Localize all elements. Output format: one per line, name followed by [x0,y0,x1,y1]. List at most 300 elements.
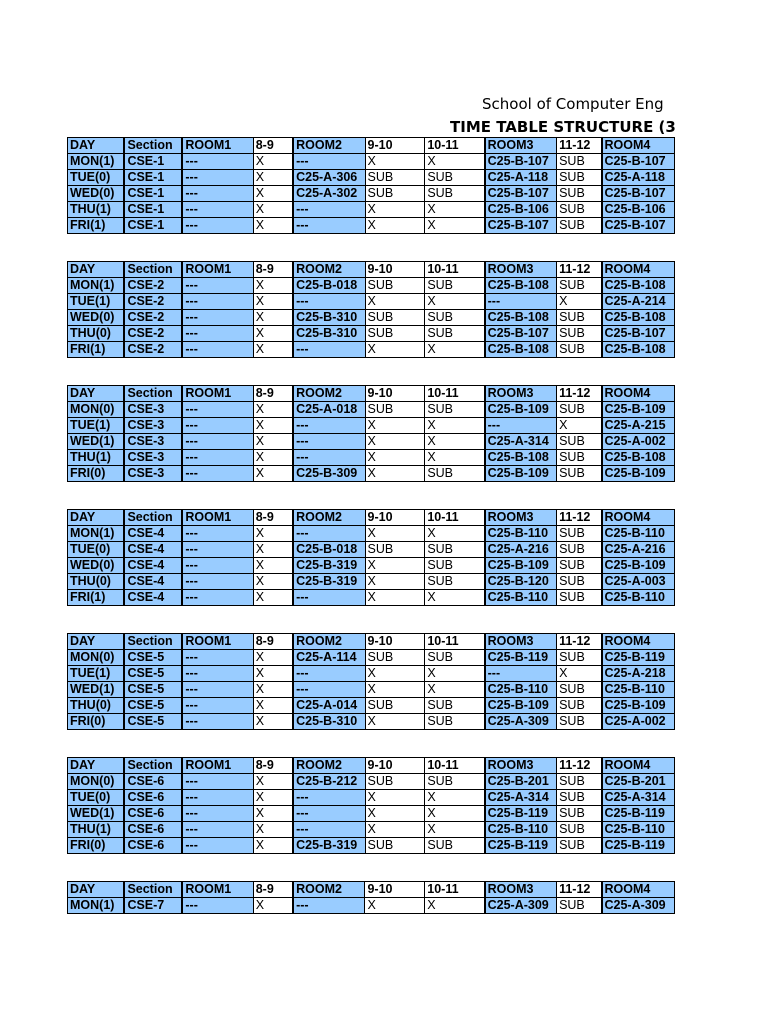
cell-room1: --- [182,838,253,854]
cell-room4: C25-B-109 [602,558,675,574]
cell-room1: --- [182,574,253,590]
cell-day: WED(0) [68,310,125,326]
cell-room1: --- [182,790,253,806]
cell-room3: C25-A-314 [485,434,557,450]
cell-11-12: X [557,294,602,310]
cell-room4: C25-A-118 [602,170,675,186]
cell-11-12: SUB [557,682,602,698]
cell-room4: C25-B-201 [602,774,675,790]
header-cell-9-10: 9-10 [365,758,425,774]
table-row [68,154,675,170]
cell-11-12: SUB [557,466,602,482]
cell-section: CSE-4 [124,526,182,542]
cell-section: CSE-5 [124,698,182,714]
cell-day: MON(1) [68,278,125,294]
timetable-group [67,137,675,234]
header-cell-room4: ROOM4 [602,758,675,774]
cell-room2: C25-B-319 [293,574,365,590]
cell-section: CSE-3 [124,466,182,482]
cell-room2: C25-B-018 [293,542,365,558]
cell-10-11: SUB [425,170,485,186]
cell-9-10: X [365,682,425,698]
cell-10-11: X [425,450,485,466]
table-header-row [68,386,675,402]
cell-9-10: SUB [365,170,425,186]
cell-room2: --- [293,154,365,170]
cell-11-12: SUB [557,170,602,186]
cell-room2: C25-A-114 [293,650,365,666]
table-row [68,294,675,310]
cell-10-11: X [425,590,485,606]
table-row [68,402,675,418]
cell-section: CSE-1 [124,154,182,170]
cell-11-12: SUB [557,822,602,838]
cell-8-9: X [253,526,293,542]
cell-room1: --- [182,714,253,730]
cell-8-9: X [253,202,293,218]
cell-room3: C25-B-110 [485,682,557,698]
cell-11-12: SUB [557,310,602,326]
cell-day: FRI(1) [68,342,125,358]
header-cell-room1: ROOM1 [182,758,253,774]
header-cell-room1: ROOM1 [182,510,253,526]
cell-9-10: X [365,558,425,574]
cell-10-11: SUB [425,466,485,482]
cell-room2: C25-A-018 [293,402,365,418]
table-row [68,898,675,914]
cell-room4: C25-A-218 [602,666,675,682]
cell-room4: C25-B-107 [602,218,675,234]
cell-9-10: SUB [365,774,425,790]
cell-section: CSE-2 [124,310,182,326]
table-row [68,558,675,574]
header-cell-section: Section [124,510,182,526]
cell-11-12: X [557,666,602,682]
cell-room1: --- [182,650,253,666]
cell-room3: C25-B-110 [485,526,557,542]
cell-8-9: X [253,590,293,606]
header-cell-room2: ROOM2 [293,138,365,154]
cell-room1: --- [182,898,253,914]
cell-9-10: X [365,294,425,310]
header-cell-day: DAY [68,882,125,898]
cell-day: THU(1) [68,450,125,466]
cell-day: TUE(1) [68,294,125,310]
header-cell-9-10: 9-10 [365,262,425,278]
cell-8-9: X [253,278,293,294]
cell-10-11: X [425,526,485,542]
cell-room2: C25-A-306 [293,170,365,186]
cell-room4: C25-A-216 [602,542,675,558]
header-cell-section: Section [124,758,182,774]
cell-10-11: X [425,434,485,450]
cell-room1: --- [182,466,253,482]
cell-room2: --- [293,526,365,542]
cell-room4: C25-B-119 [602,838,675,854]
cell-room2: --- [293,790,365,806]
header-cell-room2: ROOM2 [293,634,365,650]
cell-section: CSE-5 [124,666,182,682]
cell-room1: --- [182,590,253,606]
cell-8-9: X [253,326,293,342]
timetable-group [67,757,675,854]
cell-10-11: SUB [425,542,485,558]
cell-11-12: SUB [557,218,602,234]
cell-10-11: SUB [425,714,485,730]
header-cell-11-12: 11-12 [557,262,602,278]
header-cell-8-9: 8-9 [253,510,293,526]
cell-section: CSE-4 [124,558,182,574]
timetable-title: TIME TABLE STRUCTURE (3 [450,118,676,136]
header-cell-section: Section [124,882,182,898]
cell-room2: C25-B-310 [293,714,365,730]
cell-9-10: SUB [365,278,425,294]
header-cell-room3: ROOM3 [485,138,557,154]
cell-room4: C25-B-107 [602,326,675,342]
cell-11-12: SUB [557,650,602,666]
table-row [68,218,675,234]
cell-9-10: X [365,666,425,682]
cell-section: CSE-5 [124,682,182,698]
cell-room3: C25-B-107 [485,326,557,342]
cell-8-9: X [253,698,293,714]
table-row [68,590,675,606]
cell-section: CSE-7 [124,898,182,914]
cell-day: THU(0) [68,326,125,342]
cell-8-9: X [253,542,293,558]
cell-11-12: SUB [557,806,602,822]
cell-9-10: SUB [365,838,425,854]
cell-section: CSE-2 [124,326,182,342]
cell-day: WED(0) [68,558,125,574]
cell-9-10: X [365,218,425,234]
cell-room4: C25-A-214 [602,294,675,310]
table-row [68,790,675,806]
cell-8-9: X [253,682,293,698]
cell-day: THU(1) [68,202,125,218]
cell-10-11: X [425,202,485,218]
header-cell-9-10: 9-10 [365,882,425,898]
cell-11-12: SUB [557,898,602,914]
cell-day: MON(1) [68,154,125,170]
cell-section: CSE-6 [124,774,182,790]
cell-room1: --- [182,170,253,186]
table-row [68,838,675,854]
header-cell-11-12: 11-12 [557,510,602,526]
cell-8-9: X [253,650,293,666]
cell-room4: C25-B-110 [602,590,675,606]
cell-8-9: X [253,822,293,838]
cell-10-11: X [425,218,485,234]
cell-9-10: X [365,806,425,822]
header-cell-section: Section [124,386,182,402]
cell-10-11: X [425,154,485,170]
cell-day: FRI(1) [68,218,125,234]
cell-room2: C25-B-319 [293,558,365,574]
header-cell-room4: ROOM4 [602,386,675,402]
timetable-group [67,509,675,606]
header-cell-room3: ROOM3 [485,510,557,526]
cell-8-9: X [253,170,293,186]
cell-room3: C25-A-216 [485,542,557,558]
cell-section: CSE-5 [124,714,182,730]
table-row [68,310,675,326]
cell-room1: --- [182,402,253,418]
cell-room3: C25-B-201 [485,774,557,790]
cell-room2: --- [293,682,365,698]
header-cell-10-11: 10-11 [425,510,485,526]
table-row [68,170,675,186]
cell-10-11: SUB [425,774,485,790]
cell-8-9: X [253,574,293,590]
header-cell-day: DAY [68,138,125,154]
cell-room1: --- [182,342,253,358]
cell-room2: --- [293,342,365,358]
header-cell-8-9: 8-9 [253,262,293,278]
cell-10-11: SUB [425,698,485,714]
cell-room3: C25-B-119 [485,806,557,822]
cell-room1: --- [182,526,253,542]
cell-room3: C25-B-119 [485,650,557,666]
cell-room1: --- [182,774,253,790]
table-row [68,278,675,294]
cell-10-11: X [425,822,485,838]
cell-room1: --- [182,434,253,450]
cell-room4: C25-B-109 [602,466,675,482]
cell-room4: C25-B-108 [602,450,675,466]
header-cell-10-11: 10-11 [425,386,485,402]
cell-room3: C25-B-108 [485,310,557,326]
header-cell-8-9: 8-9 [253,758,293,774]
cell-10-11: X [425,898,485,914]
header-cell-room1: ROOM1 [182,386,253,402]
cell-room3: --- [485,666,557,682]
table-header-row [68,510,675,526]
header-cell-room4: ROOM4 [602,634,675,650]
header-cell-8-9: 8-9 [253,138,293,154]
cell-11-12: SUB [557,574,602,590]
header-cell-day: DAY [68,262,125,278]
cell-11-12: SUB [557,790,602,806]
cell-day: TUE(0) [68,542,125,558]
cell-9-10: SUB [365,310,425,326]
cell-day: TUE(0) [68,790,125,806]
cell-8-9: X [253,838,293,854]
cell-day: WED(1) [68,434,125,450]
header-cell-room1: ROOM1 [182,262,253,278]
cell-8-9: X [253,450,293,466]
cell-room2: --- [293,450,365,466]
timetable-group [67,633,675,730]
cell-room2: --- [293,898,365,914]
cell-10-11: SUB [425,186,485,202]
cell-room1: --- [182,278,253,294]
header-cell-room1: ROOM1 [182,138,253,154]
cell-10-11: X [425,682,485,698]
cell-10-11: SUB [425,326,485,342]
header-cell-8-9: 8-9 [253,882,293,898]
cell-room3: C25-B-110 [485,590,557,606]
header-cell-room3: ROOM3 [485,386,557,402]
header-cell-10-11: 10-11 [425,262,485,278]
header-cell-9-10: 9-10 [365,138,425,154]
cell-room4: C25-B-110 [602,822,675,838]
header-cell-room2: ROOM2 [293,262,365,278]
cell-room4: C25-A-002 [602,714,675,730]
cell-day: THU(0) [68,698,125,714]
cell-room1: --- [182,294,253,310]
table-row [68,202,675,218]
cell-room1: --- [182,218,253,234]
header-cell-11-12: 11-12 [557,386,602,402]
header-cell-11-12: 11-12 [557,634,602,650]
cell-day: THU(0) [68,574,125,590]
cell-room2: --- [293,218,365,234]
timetable-group [67,261,675,358]
cell-room1: --- [182,666,253,682]
cell-9-10: X [365,154,425,170]
cell-room3: C25-B-119 [485,838,557,854]
school-title: School of Computer Eng [482,95,664,113]
cell-11-12: SUB [557,186,602,202]
cell-room3: C25-B-110 [485,822,557,838]
cell-section: CSE-4 [124,542,182,558]
cell-day: TUE(1) [68,418,125,434]
cell-room1: --- [182,450,253,466]
cell-day: WED(0) [68,186,125,202]
cell-room2: --- [293,418,365,434]
header-cell-10-11: 10-11 [425,634,485,650]
cell-room1: --- [182,154,253,170]
cell-room2: C25-B-319 [293,838,365,854]
cell-11-12: SUB [557,542,602,558]
cell-day: MON(1) [68,526,125,542]
cell-10-11: SUB [425,650,485,666]
cell-room3: --- [485,294,557,310]
cell-room4: C25-B-110 [602,526,675,542]
cell-8-9: X [253,666,293,682]
header-cell-room2: ROOM2 [293,758,365,774]
cell-room4: C25-A-003 [602,574,675,590]
cell-9-10: X [365,202,425,218]
cell-day: THU(1) [68,822,125,838]
header-cell-10-11: 10-11 [425,758,485,774]
cell-10-11: X [425,418,485,434]
cell-room1: --- [182,822,253,838]
cell-room4: C25-B-119 [602,806,675,822]
header-cell-section: Section [124,138,182,154]
cell-room4: C25-B-119 [602,650,675,666]
table-row [68,682,675,698]
timetable-group [67,881,675,914]
cell-day: TUE(0) [68,170,125,186]
cell-section: CSE-4 [124,574,182,590]
header-cell-8-9: 8-9 [253,386,293,402]
cell-section: CSE-3 [124,418,182,434]
cell-11-12: SUB [557,698,602,714]
table-header-row [68,138,675,154]
cell-9-10: SUB [365,698,425,714]
cell-room3: C25-B-108 [485,278,557,294]
header-cell-room4: ROOM4 [602,262,675,278]
header-cell-room4: ROOM4 [602,138,675,154]
header-cell-day: DAY [68,634,125,650]
cell-10-11: X [425,342,485,358]
header-cell-9-10: 9-10 [365,386,425,402]
cell-9-10: X [365,466,425,482]
header-cell-room4: ROOM4 [602,882,675,898]
cell-room2: C25-A-302 [293,186,365,202]
cell-9-10: X [365,714,425,730]
cell-room4: C25-B-107 [602,154,675,170]
cell-section: CSE-2 [124,294,182,310]
cell-section: CSE-6 [124,822,182,838]
cell-room4: C25-B-108 [602,278,675,294]
cell-9-10: X [365,574,425,590]
cell-room3: C25-A-309 [485,714,557,730]
cell-9-10: X [365,590,425,606]
cell-room1: --- [182,418,253,434]
cell-section: CSE-5 [124,650,182,666]
header-cell-room3: ROOM3 [485,882,557,898]
cell-10-11: SUB [425,574,485,590]
cell-8-9: X [253,466,293,482]
header-cell-10-11: 10-11 [425,882,485,898]
header-cell-11-12: 11-12 [557,882,602,898]
table-row [68,418,675,434]
cell-section: CSE-1 [124,218,182,234]
cell-section: CSE-6 [124,806,182,822]
cell-room4: C25-A-002 [602,434,675,450]
cell-11-12: SUB [557,154,602,170]
header-cell-room2: ROOM2 [293,882,365,898]
cell-section: CSE-4 [124,590,182,606]
cell-room4: C25-A-309 [602,898,675,914]
cell-8-9: X [253,154,293,170]
cell-9-10: SUB [365,650,425,666]
cell-10-11: X [425,294,485,310]
cell-11-12: SUB [557,526,602,542]
cell-room4: C25-B-110 [602,682,675,698]
cell-11-12: SUB [557,278,602,294]
cell-section: CSE-2 [124,342,182,358]
cell-room2: --- [293,294,365,310]
cell-10-11: SUB [425,402,485,418]
cell-room1: --- [182,542,253,558]
table-row [68,574,675,590]
cell-8-9: X [253,558,293,574]
cell-room1: --- [182,310,253,326]
cell-11-12: SUB [557,326,602,342]
cell-10-11: SUB [425,310,485,326]
table-row [68,666,675,682]
header-cell-day: DAY [68,510,125,526]
cell-8-9: X [253,402,293,418]
header-cell-11-12: 11-12 [557,138,602,154]
header-cell-room3: ROOM3 [485,262,557,278]
cell-11-12: SUB [557,342,602,358]
table-row [68,434,675,450]
cell-room2: --- [293,590,365,606]
table-row [68,186,675,202]
cell-8-9: X [253,186,293,202]
cell-room2: --- [293,666,365,682]
cell-8-9: X [253,218,293,234]
cell-room4: C25-B-108 [602,342,675,358]
table-row [68,774,675,790]
header-cell-9-10: 9-10 [365,634,425,650]
cell-8-9: X [253,434,293,450]
